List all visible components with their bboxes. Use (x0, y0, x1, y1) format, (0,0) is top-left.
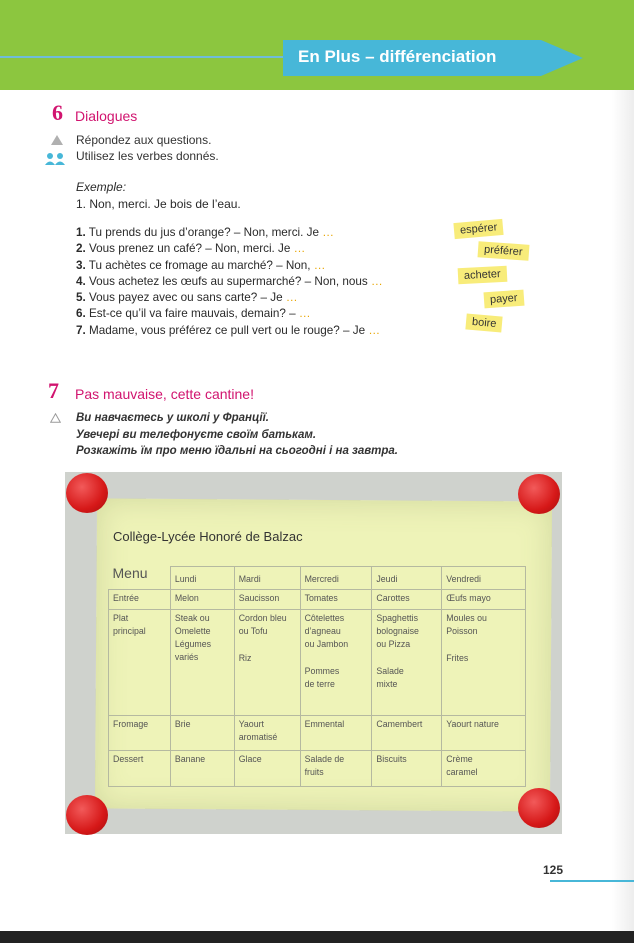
exercise-7-instruction-3: Розкажіть їм про меню їдальні на сьогодні і на завтра. (76, 445, 398, 457)
menu-cell: Salade de fruits (300, 751, 372, 787)
menu-cell: Yaourt nature (442, 716, 526, 751)
menu-row-entree (109, 590, 526, 610)
example-answer: 1. Non, merci. Je bois de l’eau. (76, 197, 241, 211)
menu-cell: Saucisson (234, 590, 300, 610)
magnet-bottom-right (518, 788, 560, 828)
verb-tag-boire: boire (465, 313, 503, 332)
magnet-top-right (518, 474, 560, 514)
course-label: Fromage (109, 716, 171, 751)
question-item: 7. Madame, vous préférez ce pull vert ou le rouge? – Je … (76, 323, 381, 337)
menu-label: Menu (109, 567, 171, 590)
menu-cell: Carottes (372, 590, 442, 610)
day-header: Lundi (170, 567, 234, 590)
day-header: Mercredi (300, 567, 372, 590)
menu-cell: Moules ou Poisson Frites (442, 610, 526, 716)
day-header: Vendredi (442, 567, 526, 590)
exercise-7-instruction-2: Увечері ви телефонуєте своїм батькам. (76, 429, 317, 441)
menu-cell: Banane (170, 751, 234, 787)
menu-cell: Biscuits (372, 751, 442, 787)
day-header: Jeudi (372, 567, 442, 590)
magnet-top-left (66, 473, 108, 513)
question-list (76, 225, 446, 339)
menu-cell: Steak ou Omelette Légumes variés (170, 610, 234, 716)
menu-cell: Emmental (300, 716, 372, 751)
exercise-7-title: Pas mauvaise, cette cantine! (75, 386, 254, 402)
verb-tag-preferer: préférer (478, 241, 530, 260)
exercise-6-number: 6 (52, 100, 63, 125)
menu-cell: Camembert (372, 716, 442, 751)
menu-cell: Cordon bleu ou Tofu Riz (234, 610, 300, 716)
menu-cell: Spaghettis bolognaise ou Pizza Salade mixte (372, 610, 442, 716)
exercise-7-instruction-1: Ви навчаєтесь у школі у Франції. (76, 412, 270, 424)
menu-cell: Œufs mayo (442, 590, 526, 610)
menu-row-plat (109, 610, 526, 716)
page-number: 125 (543, 863, 564, 877)
verb-tag-payer: payer (483, 290, 524, 309)
exercise-6-instruction-2: Utilisez les verbes donnés. (76, 149, 219, 163)
menu-cell: Yaourt aromatisé (234, 716, 300, 751)
question-item: 1. Tu prends du jus d’orange? – Non, merci. Je … (76, 226, 334, 239)
magnet-bottom-left (66, 795, 108, 835)
school-name: Collège-Lycée Honoré de Balzac (113, 529, 303, 544)
question-item: 6. Est-ce qu’il va faire mauvais, demain? – … (76, 307, 311, 321)
day-header: Mardi (234, 567, 300, 590)
difficulty-triangle-icon (51, 135, 63, 145)
course-label: Entrée (109, 590, 171, 610)
menu-cell: Côtelettes d’agneau ou Jambon Pommes de terre (300, 610, 372, 716)
page-number-rule (550, 880, 634, 882)
example-label: Exemple: (76, 180, 127, 194)
menu-cell: Melon (170, 590, 234, 610)
exercise-6-title: Dialogues (75, 108, 138, 124)
question-item: 5. Vous payez avec ou sans carte? – Je … (76, 291, 298, 305)
question-item: 4. Vous achetez les œufs au supermarché? – Non, nous … (76, 274, 383, 288)
menu-row-fromage (109, 716, 526, 751)
pair-work-icon (44, 152, 66, 166)
section-title: En Plus – différenciation (298, 47, 497, 66)
canteen-menu-table (108, 566, 526, 787)
menu-cell: Brie (170, 716, 234, 751)
menu-cell: Glace (234, 751, 300, 787)
scan-bottom-edge (0, 931, 634, 943)
menu-cell: Crème caramel (442, 751, 526, 787)
menu-cell: Tomates (300, 590, 372, 610)
menu-row-dessert (109, 751, 526, 787)
course-label: Dessert (109, 751, 171, 787)
verb-tag-acheter: acheter (458, 266, 507, 285)
exercise-7-number: 7 (48, 378, 59, 403)
page-edge-shadow (612, 90, 634, 943)
question-item: 3. Tu achètes ce fromage au marché? – Non, … (76, 258, 326, 272)
exercise-6-instruction-1: Répondez aux questions. (76, 133, 212, 147)
course-label: Plat principal (109, 610, 171, 716)
question-item: 2. Vous prenez un café? – Non, merci. Je … (76, 242, 306, 256)
verb-tag-esperer: espérer (453, 219, 504, 239)
difficulty-triangle-outline-icon (50, 413, 61, 423)
